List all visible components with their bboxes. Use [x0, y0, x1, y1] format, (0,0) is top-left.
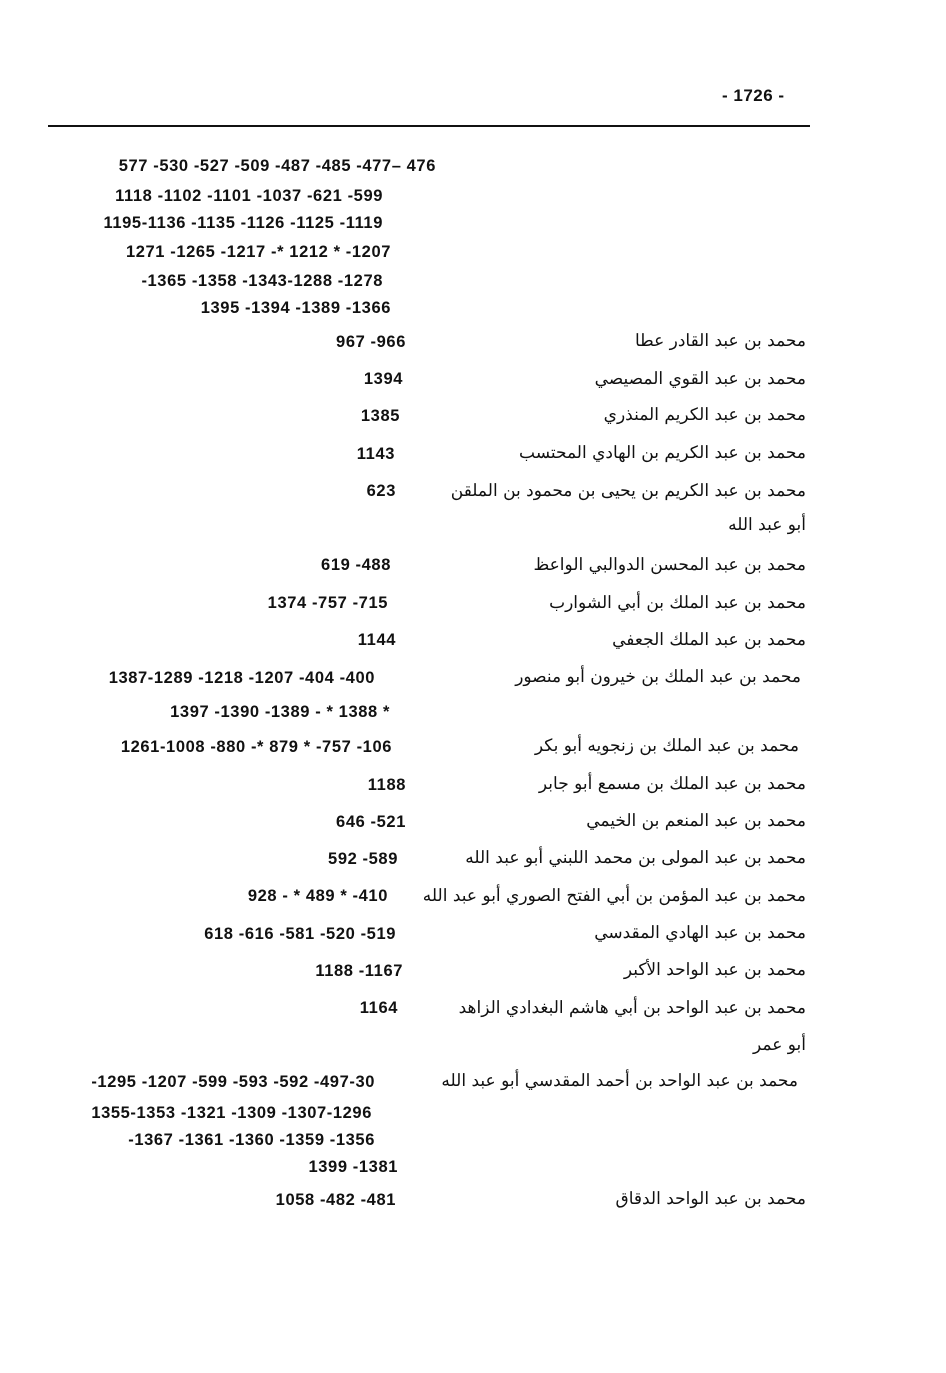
- entry-refs: 646 -521: [336, 813, 406, 831]
- entry-name: محمد بن عبد الواحد بن أبي هاشم البغدادي الزاهد: [458, 998, 806, 1018]
- entry-refs: -1295 -1207 -599 -593 -592 -497-30: [91, 1073, 375, 1091]
- entry-refs: 1058 -482 -481: [275, 1191, 396, 1209]
- entry-refs: 1394: [363, 370, 403, 388]
- continuation-line: 1195-1136 -1135 -1126 -1125 -1119: [103, 214, 383, 232]
- entry-refs: 1385: [360, 407, 400, 425]
- entry-name: محمد بن عبد الواحد بن أحمد المقدسي أبو عبد الله: [441, 1071, 798, 1091]
- entry-refs: 623: [366, 482, 396, 500]
- entry-name: محمد بن عبد المولى بن محمد اللبني أبو عبد الله: [465, 848, 806, 868]
- entry-name-continuation: أبو عبد الله: [728, 515, 806, 535]
- header-rule: [48, 125, 810, 127]
- entry-refs: 592 -589: [328, 850, 398, 868]
- continuation-line: 1271 -1265 -1217 -* 1212 * -1207: [125, 243, 391, 261]
- entry-name: محمد بن عبد الملك بن أبي الشوارب: [549, 593, 806, 613]
- entry-name: محمد بن عبد القادر عطا: [634, 331, 806, 351]
- entry-refs: 928 - * 489 * -410: [247, 887, 388, 905]
- entry-refs: 1399 -1381: [308, 1158, 398, 1176]
- entry-refs: 1143: [356, 445, 395, 463]
- entry-refs: 1164: [359, 999, 398, 1017]
- continuation-line: 577 -530 -527 -509 -487 -485 -477– 476: [118, 157, 436, 175]
- entry-refs: 1387-1289 -1218 -1207 -404 -400: [108, 669, 375, 687]
- entry-refs: 618 -616 -581 -520 -519: [204, 925, 396, 943]
- entry-refs: 1188: [367, 776, 406, 794]
- entry-name: محمد بن عبد الملك بن مسمع أبو جابر: [538, 774, 806, 794]
- entry-name: محمد بن عبد الملك بن خيرون أبو منصور: [515, 667, 801, 687]
- page-number: - 1726 -: [722, 86, 785, 105]
- entry-refs: 1374 -757 -715: [267, 594, 388, 612]
- entry-refs: 1144: [357, 631, 396, 649]
- entry-name: محمد بن عبد الواحد الدقاق: [615, 1189, 806, 1209]
- continuation-line: 1395 -1394 -1389 -1366: [200, 299, 391, 317]
- entry-name: محمد بن عبد الهادي المقدسي: [594, 923, 806, 943]
- entry-name: محمد بن عبد القوي المصيصي: [594, 369, 806, 389]
- entry-refs: 1261-1008 -880 -* 879 * -757 -106: [120, 738, 392, 756]
- entry-name: محمد بن عبد المؤمن بن أبي الفتح الصوري أبو عبد الله: [422, 886, 806, 906]
- entry-refs: 1188 -1167: [315, 962, 403, 980]
- entry-refs: 1355-1353 -1321 -1309 -1307-1296: [91, 1104, 372, 1122]
- entry-refs: 619 -488: [321, 556, 391, 574]
- entry-refs: 967 -966: [336, 333, 406, 351]
- entry-name: محمد بن عبد الملك بن زنجويه أبو بكر: [534, 736, 799, 756]
- continuation-line: 1118 -1102 -1101 -1037 -621 -599: [115, 187, 383, 205]
- entry-name: محمد بن عبد الواحد الأكبر: [623, 960, 806, 980]
- entry-name: محمد بن عبد المحسن الدوالبي الواعظ: [533, 555, 806, 575]
- continuation-line: -1365 -1358 -1343-1288 -1278: [141, 272, 383, 290]
- entry-name: محمد بن عبد الملك الجعفي: [612, 630, 806, 650]
- entry-name: محمد بن عبد الكريم المنذري: [603, 405, 806, 425]
- entry-name: محمد بن عبد المنعم بن الخيمي: [586, 811, 806, 831]
- entry-name: محمد بن عبد الكريم بن يحيى بن محمود بن الملقن: [450, 481, 806, 501]
- entry-name: محمد بن عبد الكريم بن الهادي المحتسب: [519, 443, 806, 463]
- entry-name-continuation: أبو عمر: [753, 1035, 806, 1055]
- entry-refs: -1367 -1361 -1360 -1359 -1356: [128, 1131, 375, 1149]
- entry-refs: 1397 -1390 -1389 - * 1388 *: [170, 703, 390, 721]
